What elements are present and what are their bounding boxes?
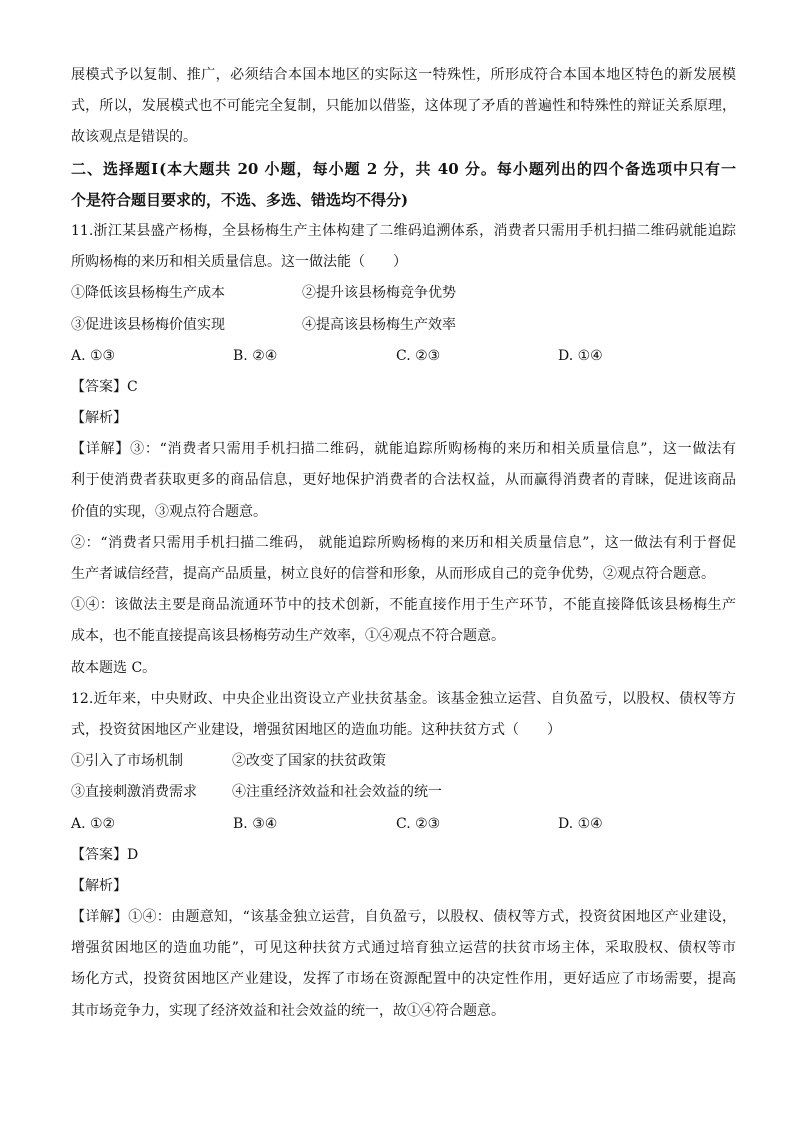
answer-label: 【答案】D (71, 846, 139, 863)
analysis-paragraph-line: 利于使消费者获取更多的商品信息，更好地保护消费者的合法权益，从而赢得消费者的青睐，促进该商品 (71, 472, 736, 489)
statement-row-item: ④注重经济效益和社会效益的统一 (232, 784, 442, 801)
analysis-paragraph-line: ②：“消费者只需用手机扫描二维码， 就能追踪所购杨梅的来历和相关质量信息”，这一做法有利于督促 (71, 534, 736, 551)
answer-choices-item: A. ①② (71, 815, 116, 832)
intro-paragraph-line: 式，所以，发展模式也不可能完全复制，只能加以借鉴，这体现了矛盾的普遍性和特殊性的辩证关系原理， (71, 98, 736, 115)
answer-choices (71, 341, 736, 372)
answer-choices-item: C. ②③ (396, 347, 441, 364)
analysis-paragraph-line: 场化方式，投资贫困地区产业建设，发挥了市场在资源配置中的决定性作用，更好适应了市场需要，提高 (71, 971, 736, 988)
intro-paragraph-line: 故该观点是错误的。 (71, 129, 197, 146)
analysis-label: 【解析】 (71, 410, 127, 427)
answer-choices-item: D. ①④ (558, 815, 603, 832)
analysis-paragraph-line: 【详解】③：“消费者只需用手机扫描二维码，就能追踪所购杨梅的来历和相关质量信息”，这一做法有 (71, 441, 736, 458)
answer-choices-item: D. ①④ (558, 347, 603, 364)
answer-choices-item: B. ②④ (233, 347, 278, 364)
analysis-paragraph-line: 故本题选 C。 (71, 659, 157, 676)
answer-choices-item: B. ③④ (233, 815, 278, 832)
question-stem-line: 11.浙江某县盛产杨梅，全县杨梅生产主体构建了二维码追溯体系，消费者只需用手机扫描二维码就能追踪 (71, 222, 736, 239)
statement-row (71, 310, 736, 341)
intro-paragraph-line: 展模式予以复制、推广，必须结合本国本地区的实际这一特殊性，所形成符合本国本地区特色的新发展模 (71, 67, 736, 83)
question-stem-line: 12.近年来，中央财政、中央企业出资设立产业扶贫基金。该基金独立运营、自负盈亏，以股权、债权等方 (71, 690, 736, 707)
answer-label: 【答案】C (71, 378, 138, 395)
answer-choices-item: A. ①③ (71, 347, 116, 364)
question-stem-line: 所购杨梅的来历和相关质量信息。这一做法能（ ） (71, 254, 407, 271)
statement-row-item: ③直接刺激消费需求 (71, 784, 197, 801)
analysis-paragraph-line: 成本，也不能直接提高该县杨梅劳动生产效率，①④观点不符合题意。 (71, 628, 505, 645)
analysis-paragraph-line: 增强贫困地区的造血功能”，可见这种扶贫方式通过培育独立运营的扶贫市场主体，采取股权、债权等市 (71, 940, 736, 957)
statement-row-item: ④提高该县杨梅生产效率 (302, 316, 456, 333)
statement-row-item: ②提升该县杨梅竞争优势 (302, 285, 456, 302)
document-page (71, 60, 736, 1027)
statement-row (71, 746, 736, 777)
answer-choices-item: C. ②③ (396, 815, 441, 832)
statement-row-item: ②改变了国家的扶贫政策 (232, 753, 386, 770)
analysis-paragraph-line: 价值的实现，③观点符合题意。 (71, 503, 267, 520)
analysis-paragraph-line: 【详解】①④：由题意知，“该基金独立运营，自负盈亏，以股权、债权等方式，投资贫困地区产业建设， (71, 909, 736, 926)
section-heading-line: 二、选择题Ⅰ(本大题共 20 小题，每小题 2 分，共 40 分。每小题列出的四个备选项中只有一 (71, 159, 736, 178)
statement-row-item: ①引入了市场机制 (71, 753, 183, 770)
answer-choices (71, 809, 736, 840)
statement-row (71, 278, 736, 309)
statement-row (71, 777, 736, 808)
statement-row-item: ①降低该县杨梅生产成本 (71, 285, 225, 302)
analysis-paragraph-line: 生产者诚信经营，提高产品质量，树立良好的信誉和形象，从而形成自己的竞争优势，②观点符合题意。 (71, 566, 715, 582)
analysis-paragraph-line: ①④：该做法主要是商品流通环节中的技术创新，不能直接作用于生产环节，不能直接降低该县杨梅生产 (71, 597, 736, 614)
section-heading-line: 个是符合题目要求的，不选、多选、错选均不得分) (71, 190, 409, 209)
question-stem-line: 式，投资贫困地区产业建设，增强贫困地区的造血功能。这种扶贫方式（ ） (71, 721, 561, 738)
analysis-label: 【解析】 (71, 877, 127, 894)
analysis-paragraph-line: 其市场竞争力，实现了经济效益和社会效益的统一，故①④符合题意。 (71, 1002, 505, 1019)
statement-row-item: ③促进该县杨梅价值实现 (71, 316, 225, 333)
